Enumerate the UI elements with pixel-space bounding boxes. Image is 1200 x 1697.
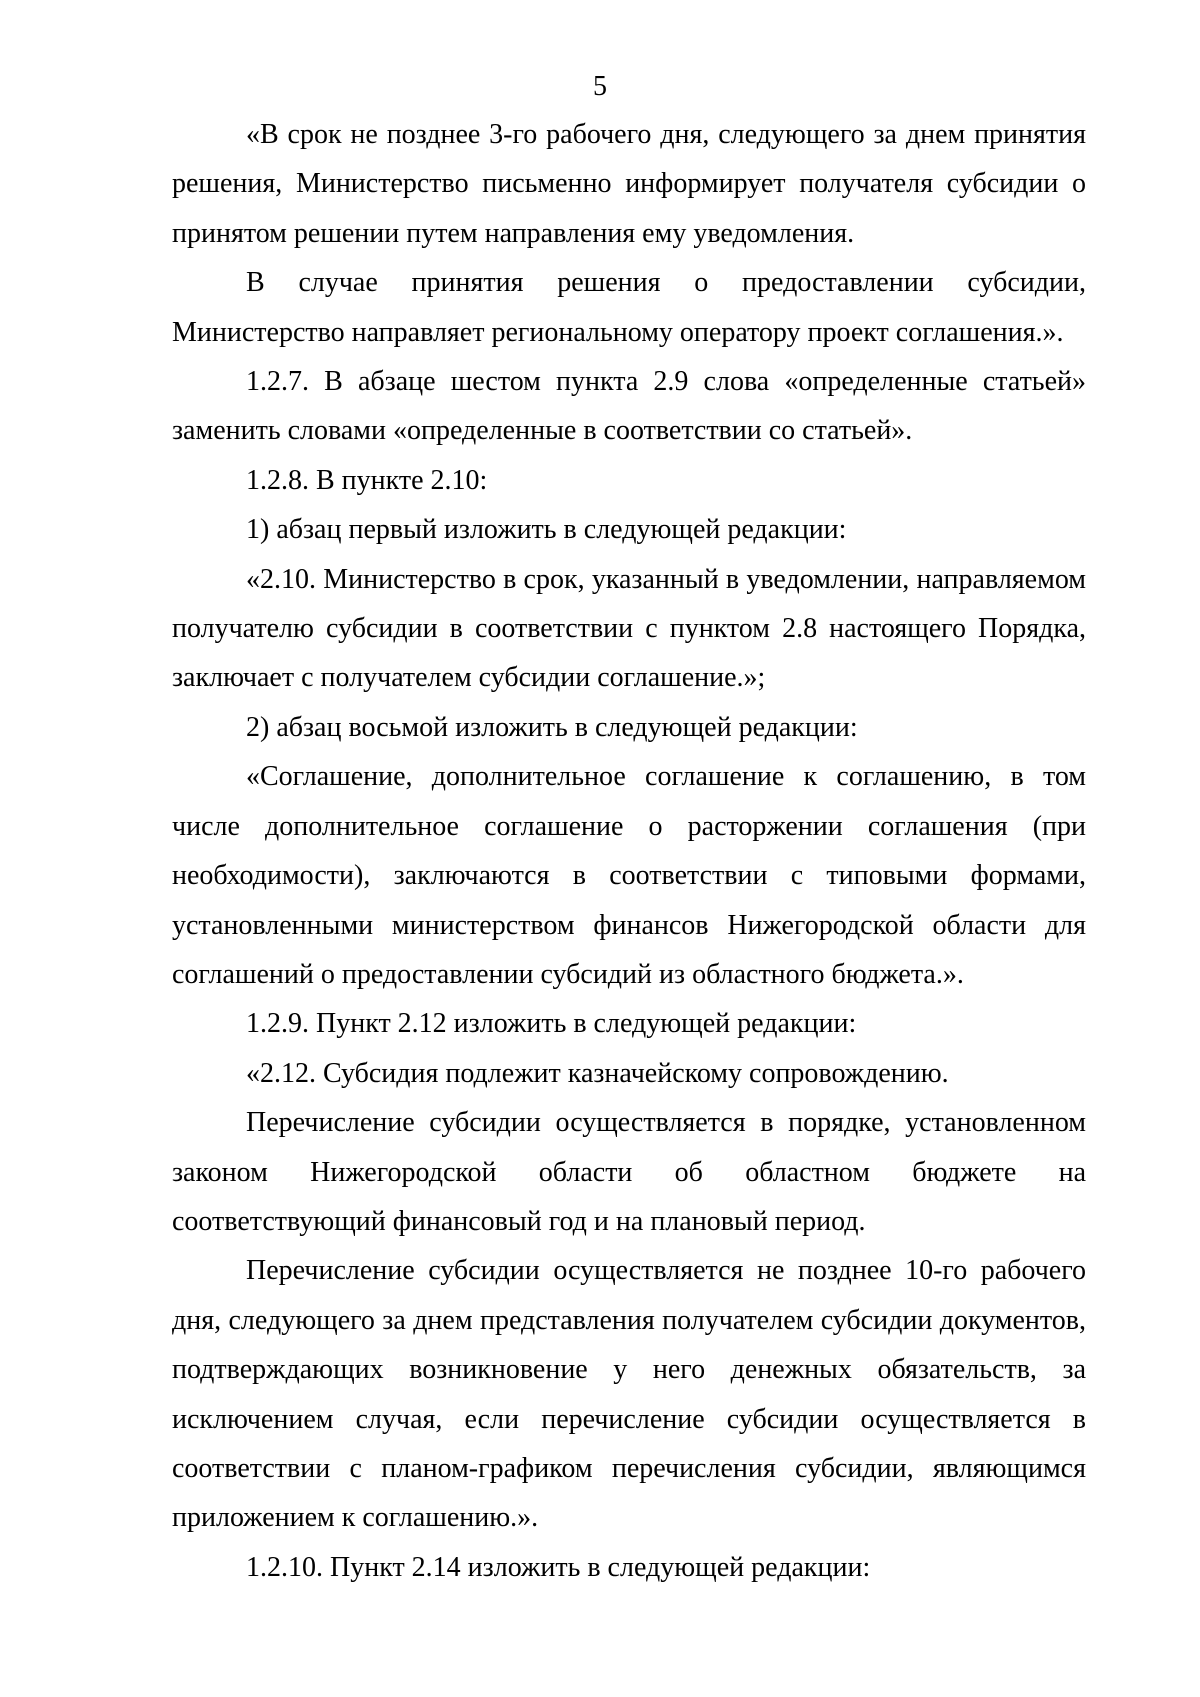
paragraph-item-1-2-9: 1.2.9. Пункт 2.12 изложить в следующей редакции: [246, 1008, 857, 1040]
paragraph-item-1-2-7: 1.2.7. В абзаце шестом пункта 2.9 слова «определенные статьей» заменить словами «определенные в соответствии со статьей». [172, 366, 1086, 447]
paragraph-subitem-2: 2) абзац восьмой изложить в следующей редакции: [246, 711, 858, 743]
paragraph-transfer-procedure: Перечисление субсидии осуществляется в порядке, установленном законом Нижегородской области об областном бюджете на соответствующий финансовый год и на плановый период. [172, 1107, 1086, 1237]
paragraph-draft-agreement: В случае принятия решения о предоставлении субсидии, Министерство направляет региональному оператору проект соглашения.». [172, 267, 1086, 348]
paragraph-item-1-2-8: 1.2.8. В пункте 2.10: [246, 464, 488, 496]
paragraph-transfer-deadline: Перечисление субсидии осуществляется не позднее 10-го рабочего дня, следующего за днем представления получателем субсидии документов, подтверждающих возникновение у него денежных обязательств, за исключением случая, если перечисление субсидии осуществляется в соответствии с планом-графиком перечисления субсидии, являющимся приложением к соглашению.». [172, 1255, 1086, 1534]
paragraph-clause-2-12: «2.12. Субсидия подлежит казначейскому сопровождению. [246, 1057, 949, 1089]
paragraph-item-1-2-10: 1.2.10. Пункт 2.14 изложить в следующей редакции: [246, 1551, 871, 1583]
paragraph-notification-deadline: «В срок не позднее 3-го рабочего дня, следующего за днем принятия решения, Министерство письменно информирует получателя субсидии о принятом решении путем направления ему уведомления. [172, 119, 1086, 249]
paragraph-agreement-forms: «Соглашение, дополнительное соглашение к соглашению, в том числе дополнительное соглашение о расторжении соглашения (при необходимости), заключаются в соответствии с типовыми формами, установленными министерством финансов Нижегородской области для соглашений о предоставлении субсидий из областного бюджета.». [172, 761, 1086, 990]
document-body [172, 110, 1086, 1592]
page-number: 5 [593, 71, 607, 102]
paragraph-clause-2-10: «2.10. Министерство в срок, указанный в уведомлении, направляемом получателю субсидии в соответствии с пунктом 2.8 настоящего Порядка, заключает с получателем субсидии соглашение.»; [172, 563, 1086, 694]
paragraph-subitem-1: 1) абзац первый изложить в следующей редакции: [246, 514, 847, 546]
